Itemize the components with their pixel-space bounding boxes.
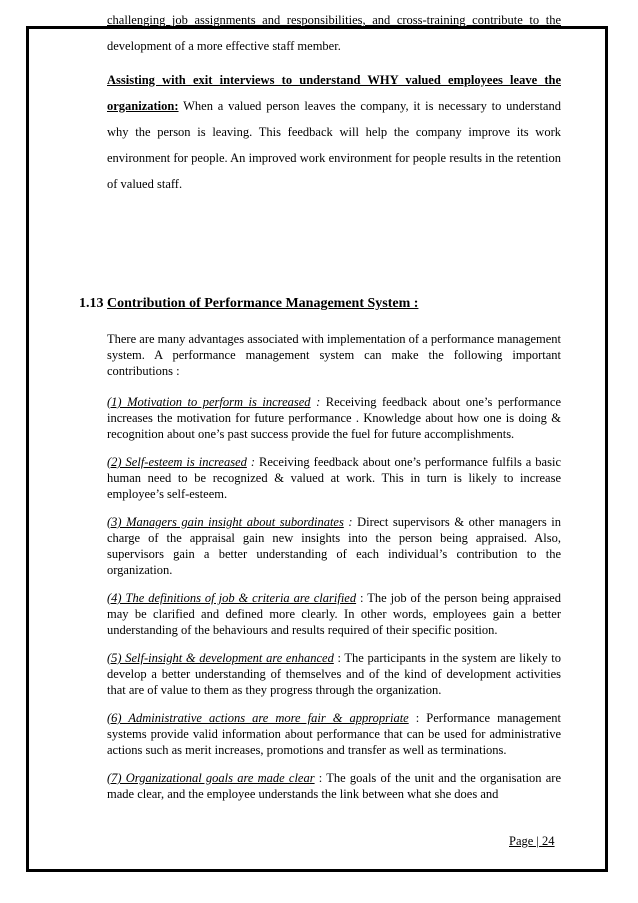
exit-interviews-heading: Assisting with exit interviews to understand WHY valued employees leave the organization: [107,73,561,113]
section-intro: There are many advantages associated with implementation of a performance management system. A performance management system can make the following important contributions : [107,332,561,378]
item-separator: : [246,455,259,469]
intro-second-line: development of a more effective staff member. [107,39,341,53]
exit-interviews-paragraph [107,67,561,197]
item-heading: (2) Self-esteem is increased [107,455,247,469]
item-text: Direct supervisors & other managers in charge of the appraisal gain new insights into the person being appraised. Also, supervisors gain a better understanding of each individual’s contribution to the organization. [107,515,561,577]
section-title: Contribution of Performance Management System : [107,296,419,311]
page-number: Page | 24 [509,834,555,848]
intro-first-line: challenging job assignments and responsibilities, and cross-training contribute to the [107,13,561,27]
item-separator: : [408,711,427,725]
item-heading: (3) Managers gain insight about subordinates [107,515,344,529]
item-separator: : [343,515,358,529]
item-separator: : [310,395,326,409]
contribution-item [107,394,561,442]
item-heading: (6) Administrative actions are more fair & appropriate [107,711,409,725]
item-text: The participants in the system are likely to develop a better understanding of themselves and of the kind of development activities that are of value to them as they progress through the organization. [107,651,561,697]
item-text: The job of the person being appraised may be clarified and defined more clearly. In other words, employees gain a better understanding of the behaviours and results required of their specific position. [107,591,561,637]
item-heading: (4) The definitions of job & criteria are clarified [107,591,357,605]
item-text: Receiving feedback about one’s performance fulfils a basic human need to be recognized & valued at work. This in turn is likely to increase employee’s self-esteem. [107,455,561,501]
item-separator: : [333,651,345,665]
contribution-item [107,514,561,578]
contribution-item [107,650,561,698]
contribution-item [107,770,561,802]
section-heading [79,296,579,312]
item-text: The goals of the unit and the organisation are made clear, and the employee understands the link between what she does and [107,771,562,801]
contribution-item [107,590,561,638]
item-separator: : [314,771,327,785]
item-separator: : [356,591,368,605]
item-text: Performance management systems provide valid information about performance that can be used for administrative actions such as merit increases, promotions and transfer as well as terminations. [107,711,561,757]
item-heading: (1) Motivation to perform is increased [107,395,311,409]
contribution-item [107,454,561,502]
contribution-item [107,710,561,758]
exit-interviews-text: When a valued person leaves the company, it is necessary to understand why the person is leaving. This feedback will help the company improve its work environment for people. An improved work environment for people results in the retention of valued staff. [107,99,561,191]
section-body [107,331,561,814]
item-text: Receiving feedback about one’s performance increases the motivation for future performance . Knowledge about how one is doing & recognition about one’s past success provide the fuel for future accomplishments. [107,395,561,441]
item-heading: (7) Organizational goals are made clear [107,771,315,785]
item-heading: (5) Self-insight & development are enhanced [107,651,334,665]
section-number: 1.13 [79,296,104,311]
